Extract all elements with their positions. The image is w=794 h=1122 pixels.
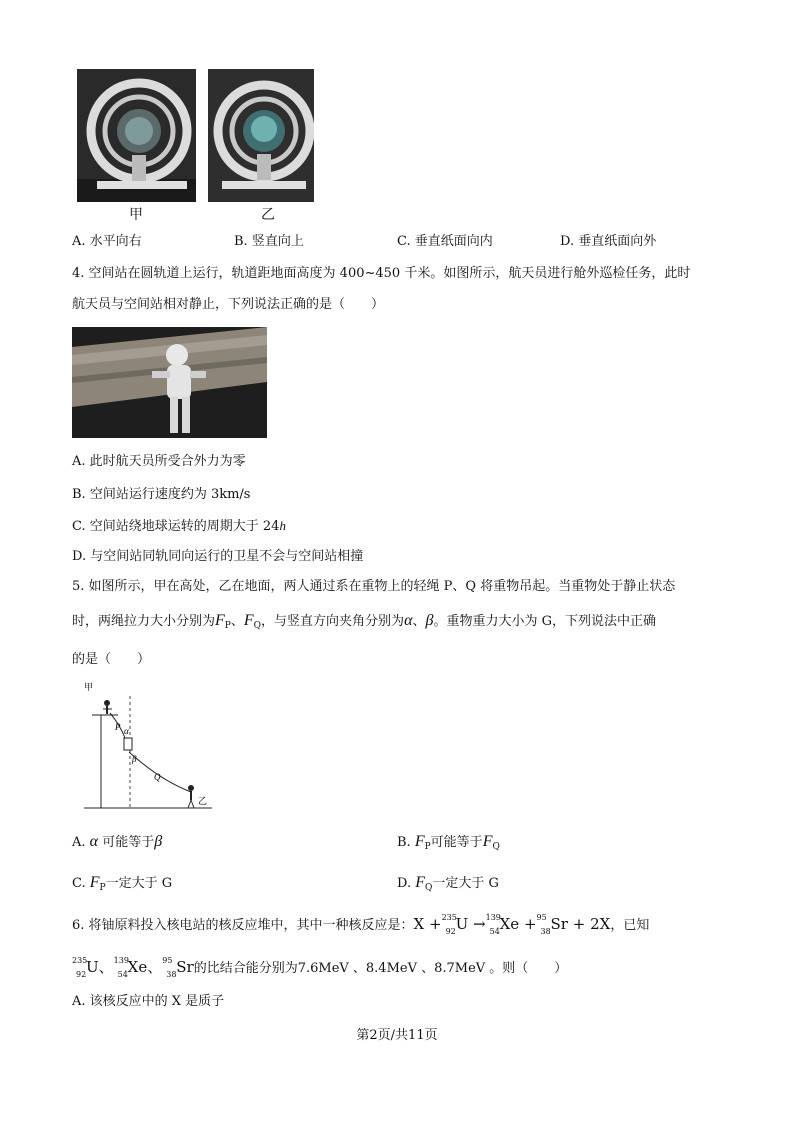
q3-option-b: B. 竖直向上 [234,234,304,249]
q5-stem-line2: 时，两绳拉力大小分别为$F_P$、$F_Q$，与竖直方向夹角分别为α、β。重物重力大小为 G，下列说法中正确 [72,612,656,631]
diagram-label-p: P [115,722,121,732]
diagram-label-alpha: α [124,726,129,736]
q3-option-c: C. 垂直纸面向内 [397,234,493,249]
diagram-label-q: Q [154,772,161,782]
photo-astronaut [72,327,267,438]
q4-stem-line2: 航天员与空间站相对静止，下列说法正确的是（ ） [72,297,385,312]
q5-stem-line3: 的是（ ） [72,652,151,667]
photo-jia [77,69,196,202]
q6-stem-line1: 6. 将铀原料投入核电站的核反应堆中，其中一种核反应是：X + 235 92 U → 139 54 Xe + 95 38 Sr + 2X，已知 [72,913,650,936]
q5-option-a: A. α 可能等于β [72,833,163,850]
q3-option-d: D. 垂直纸面向外 [560,234,657,249]
q4-option-a: A. 此时航天员所受合外力为零 [72,454,246,469]
q6-option-a: A. 该核反应中的 X 是质子 [72,994,225,1009]
q3-option-a: A. 水平向右 [72,234,142,249]
page-footer: 第2页/共11页 [356,1028,438,1043]
caption-yi: 乙 [261,207,275,223]
diagram-label-jia: 甲 [84,683,94,693]
q6-stem-line2: 235 92 U、 139 54 Xe、 95 38 Sr的比结合能分别为7.6MeV 、8.4MeV 、8.7MeV 。则（ ） [72,956,568,979]
caption-jia: 甲 [129,207,143,223]
q4-stem-line1: 4. 空间站在圆轨道上运行，轨道距地面高度为 400~450 千米。如图所示，航天员进行舱外巡检任务，此时 [72,266,691,281]
q4-option-c: C. 空间站绕地球运转的周期大于 24h [72,518,286,534]
q5-diagram [80,680,215,815]
q5-stem-line1: 5. 如图所示，甲在高处，乙在地面，两人通过系在重物上的轻绳 P、Q 将重物吊起。当重物处于静止状态 [72,579,676,594]
q4-option-b: B. 空间站运行速度约为 3km/s [72,487,251,502]
q5-option-d: D. $F_Q$一定大于 G [397,874,499,893]
diagram-label-beta: β [132,754,137,764]
q5-option-c: C. $F_P$一定大于 G [72,874,173,893]
q5-option-b: B. $F_P$可能等于$F_Q$ [397,833,500,852]
diagram-label-yi: 乙 [198,797,208,807]
q4-option-d: D. 与空间站同轨同向运行的卫星不会与空间站相撞 [72,549,364,564]
photo-yi [208,69,314,202]
